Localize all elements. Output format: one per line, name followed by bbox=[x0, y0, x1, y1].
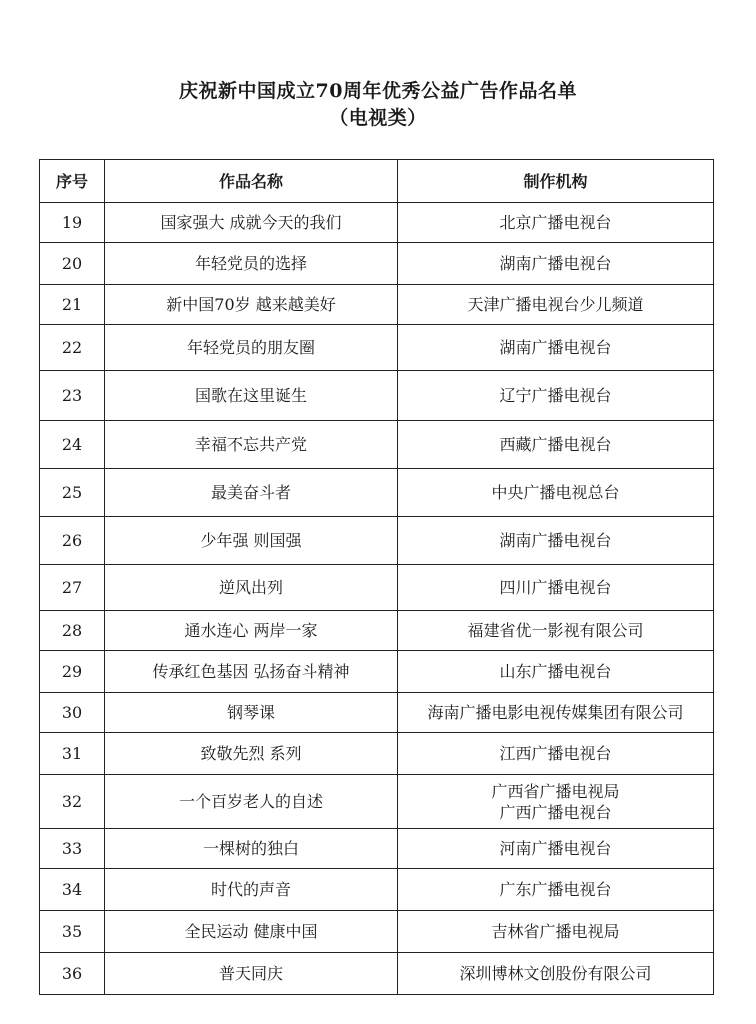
row-number: 19 bbox=[40, 203, 105, 243]
organization-line: 广西省广播电视局 bbox=[491, 781, 620, 801]
row-organization bbox=[398, 611, 714, 651]
organization-line: 深圳博林文创股份有限公司 bbox=[459, 964, 652, 983]
organization-line: 湖南广播电视台 bbox=[499, 254, 612, 273]
row-work-name: 一棵树的独白 bbox=[105, 829, 398, 869]
organization-line: 四川广播电视台 bbox=[499, 578, 612, 597]
row-organization bbox=[398, 829, 714, 869]
row-number: 35 bbox=[40, 911, 105, 953]
row-number: 25 bbox=[40, 469, 105, 517]
row-work-name: 国家强大 成就今天的我们 bbox=[105, 203, 398, 243]
row-organization bbox=[398, 325, 714, 371]
organization-line: 福建省优一影视有限公司 bbox=[467, 621, 644, 640]
row-number: 29 bbox=[40, 651, 105, 693]
award-list-table bbox=[39, 159, 714, 995]
row-number: 30 bbox=[40, 693, 105, 733]
organization-line: 吉林省广播电视局 bbox=[491, 922, 620, 941]
organization-line: 西藏广播电视台 bbox=[499, 435, 612, 454]
row-number: 28 bbox=[40, 611, 105, 651]
organization-line: 湖南广播电视台 bbox=[499, 531, 612, 550]
document-title: 庆祝新中国成立70周年优秀公益广告作品名单 bbox=[179, 80, 577, 102]
table-row bbox=[40, 285, 714, 325]
table-row bbox=[40, 869, 714, 911]
row-number: 36 bbox=[40, 953, 105, 995]
row-organization bbox=[398, 469, 714, 517]
row-organization bbox=[398, 517, 714, 565]
table-row bbox=[40, 203, 714, 243]
organization-line: 天津广播电视台少儿频道 bbox=[467, 295, 644, 314]
table-row bbox=[40, 243, 714, 285]
table-row bbox=[40, 565, 714, 611]
organization-line: 广西广播电视台 bbox=[499, 802, 612, 822]
row-work-name: 国歌在这里诞生 bbox=[105, 371, 398, 421]
table-row bbox=[40, 325, 714, 371]
table-row bbox=[40, 371, 714, 421]
table-row bbox=[40, 953, 714, 995]
header-work-name: 作品名称 bbox=[105, 160, 398, 203]
row-number: 27 bbox=[40, 565, 105, 611]
row-work-name: 一个百岁老人的自述 bbox=[105, 775, 398, 829]
organization-line: 河南广播电视台 bbox=[499, 839, 612, 858]
organization-line: 中央广播电视总台 bbox=[491, 483, 620, 502]
table-row bbox=[40, 517, 714, 565]
row-number: 26 bbox=[40, 517, 105, 565]
row-organization bbox=[398, 651, 714, 693]
header-organization: 制作机构 bbox=[398, 160, 714, 203]
row-number: 22 bbox=[40, 325, 105, 371]
row-organization bbox=[398, 421, 714, 469]
row-number: 21 bbox=[40, 285, 105, 325]
table-row bbox=[40, 733, 714, 775]
row-work-name: 少年强 则国强 bbox=[105, 517, 398, 565]
row-work-name: 传承红色基因 弘扬奋斗精神 bbox=[105, 651, 398, 693]
table-row bbox=[40, 911, 714, 953]
row-organization bbox=[398, 693, 714, 733]
document-subtitle: （电视类） bbox=[329, 107, 427, 129]
table-row bbox=[40, 421, 714, 469]
table-row bbox=[40, 469, 714, 517]
organization-line: 山东广播电视台 bbox=[499, 662, 612, 681]
row-work-name: 全民运动 健康中国 bbox=[105, 911, 398, 953]
table-row bbox=[40, 693, 714, 733]
row-number: 32 bbox=[40, 775, 105, 829]
row-organization bbox=[398, 371, 714, 421]
row-work-name: 年轻党员的朋友圈 bbox=[105, 325, 398, 371]
organization-line: 广东广播电视台 bbox=[499, 880, 612, 899]
row-work-name: 普天同庆 bbox=[105, 953, 398, 995]
row-work-name: 幸福不忘共产党 bbox=[105, 421, 398, 469]
row-work-name: 时代的声音 bbox=[105, 869, 398, 911]
table-header-row bbox=[40, 160, 714, 203]
row-work-name: 通水连心 两岸一家 bbox=[105, 611, 398, 651]
row-number: 23 bbox=[40, 371, 105, 421]
row-number: 24 bbox=[40, 421, 105, 469]
row-work-name: 逆风出列 bbox=[105, 565, 398, 611]
row-work-name: 致敬先烈 系列 bbox=[105, 733, 398, 775]
row-number: 33 bbox=[40, 829, 105, 869]
table-row bbox=[40, 829, 714, 869]
row-organization bbox=[398, 869, 714, 911]
organization-line: 湖南广播电视台 bbox=[499, 338, 612, 357]
row-number: 31 bbox=[40, 733, 105, 775]
row-organization bbox=[398, 203, 714, 243]
row-organization bbox=[398, 775, 714, 829]
row-work-name: 钢琴课 bbox=[105, 693, 398, 733]
row-organization bbox=[398, 953, 714, 995]
row-number: 20 bbox=[40, 243, 105, 285]
organization-line: 江西广播电视台 bbox=[499, 744, 612, 763]
table-row bbox=[40, 775, 714, 829]
row-work-name: 最美奋斗者 bbox=[105, 469, 398, 517]
row-organization bbox=[398, 285, 714, 325]
row-work-name: 新中国70岁 越来越美好 bbox=[105, 285, 398, 325]
organization-line: 北京广播电视台 bbox=[499, 213, 612, 232]
table-row bbox=[40, 651, 714, 693]
row-organization bbox=[398, 243, 714, 285]
row-number: 34 bbox=[40, 869, 105, 911]
table-row bbox=[40, 611, 714, 651]
table-body bbox=[40, 203, 714, 995]
row-work-name: 年轻党员的选择 bbox=[105, 243, 398, 285]
row-organization bbox=[398, 565, 714, 611]
organization-line: 海南广播电影电视传媒集团有限公司 bbox=[427, 703, 684, 722]
header-number: 序号 bbox=[40, 160, 105, 203]
row-organization bbox=[398, 733, 714, 775]
row-organization bbox=[398, 911, 714, 953]
organization-line: 辽宁广播电视台 bbox=[499, 386, 612, 405]
